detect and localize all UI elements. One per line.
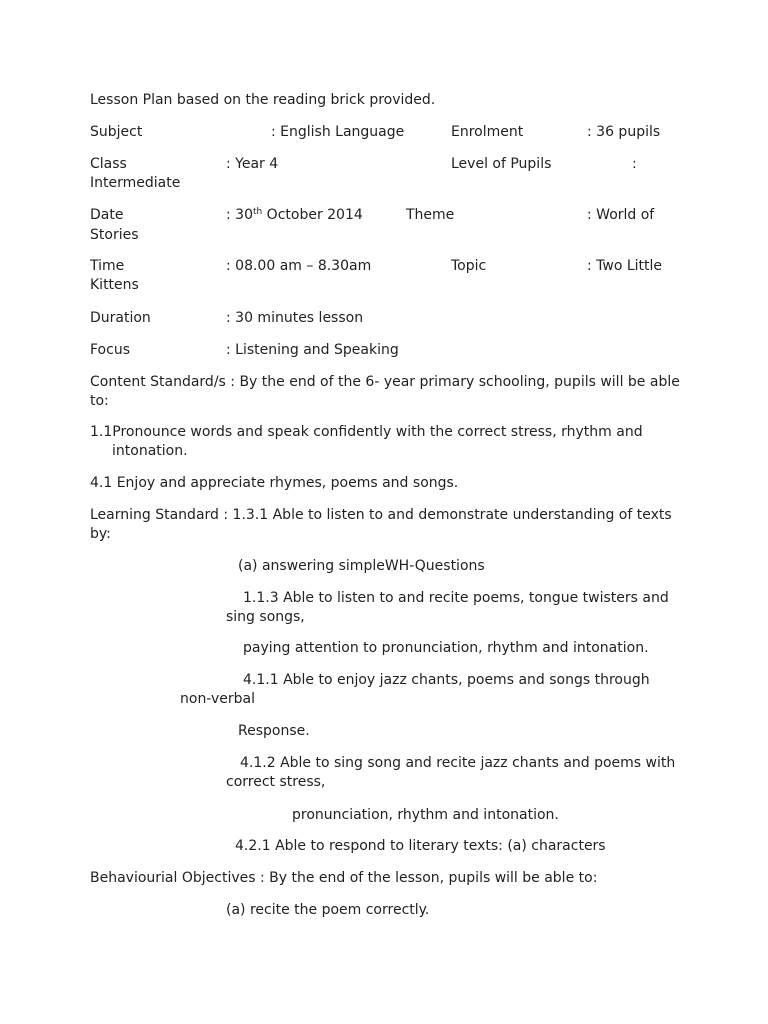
ls-4-1-2-line2: correct stress, — [226, 774, 326, 790]
ls-1-1-3-line3: paying attention to pronunciation, rhythm and intonation. — [243, 640, 649, 656]
time-value: : 08.00 am – 8.30am — [226, 258, 372, 274]
behavioural-objectives-a: (a) recite the poem correctly. — [226, 902, 430, 918]
enrolment-value: : 36 pupils — [587, 124, 661, 140]
date-sup: th — [252, 207, 263, 217]
content-standard-line1: Content Standard/s : By the end of the 6- year primary schooling, pupils will be able — [90, 374, 680, 390]
learning-standard-line2: by: — [90, 526, 111, 542]
ls-4-1-1-line3: Response. — [238, 723, 310, 739]
ls-1-1-3-line2: sing songs, — [226, 609, 305, 625]
ls-4-1-2-line1: 4.1.2 Able to sing song and recite jazz chants and poems with — [240, 755, 676, 771]
level-label: Level of Pupils — [451, 156, 552, 172]
duration-value: : 30 minutes lesson — [226, 310, 364, 326]
time-label: Time — [90, 258, 125, 274]
content-standard-1-1-line2: intonation. — [112, 443, 188, 459]
learning-standard-line1: Learning Standard : 1.3.1 Able to listen to and demonstrate understanding of texts — [90, 507, 672, 523]
ls-4-1-2-line3: pronunciation, rhythm and intonation. — [292, 807, 559, 823]
subject-value: : English Language — [271, 124, 405, 140]
learning-standard-a: (a) answering simpleWH-Questions — [238, 558, 485, 574]
content-standard-4-1: 4.1 Enjoy and appreciate rhymes, poems and songs. — [90, 475, 459, 491]
behavioural-objectives-line1: Behaviourial Objectives : By the end of the lesson, pupils will be able to: — [90, 870, 598, 886]
theme-value: : World of — [587, 207, 655, 223]
class-value: : Year 4 — [226, 156, 279, 172]
level-value-cont: Intermediate — [90, 175, 181, 191]
duration-label: Duration — [90, 310, 151, 326]
content-standard-1-1-line1: 1.1Pronounce words and speak confidently with the correct stress, rhythm and — [90, 424, 643, 440]
theme-value-cont: Stories — [90, 227, 139, 243]
theme-label: Theme — [406, 207, 455, 223]
enrolment-label: Enrolment — [451, 124, 524, 140]
date-label: Date — [90, 207, 124, 223]
class-label: Class — [90, 156, 127, 172]
topic-value: : Two Little — [587, 258, 663, 274]
topic-value-cont: Kittens — [90, 277, 139, 293]
level-value: : — [632, 156, 637, 172]
focus-value: : Listening and Speaking — [226, 342, 399, 358]
ls-4-1-1-line1: 4.1.1 Able to enjoy jazz chants, poems and songs through — [243, 672, 650, 688]
subject-label: Subject — [90, 124, 143, 140]
topic-label: Topic — [451, 258, 487, 274]
date-value: : 30th October 2014 — [226, 207, 363, 223]
ls-4-2-1: 4.2.1 Able to respond to literary texts: (a) characters — [235, 838, 606, 854]
ls-1-1-3-line1: 1.1.3 Able to listen to and recite poems, tongue twisters and — [243, 590, 669, 606]
focus-label: Focus — [90, 342, 130, 358]
content-standard-line2: to: — [90, 393, 109, 409]
intro-line: Lesson Plan based on the reading brick provided. — [90, 92, 436, 108]
ls-4-1-1-line2: non-verbal — [180, 691, 255, 707]
